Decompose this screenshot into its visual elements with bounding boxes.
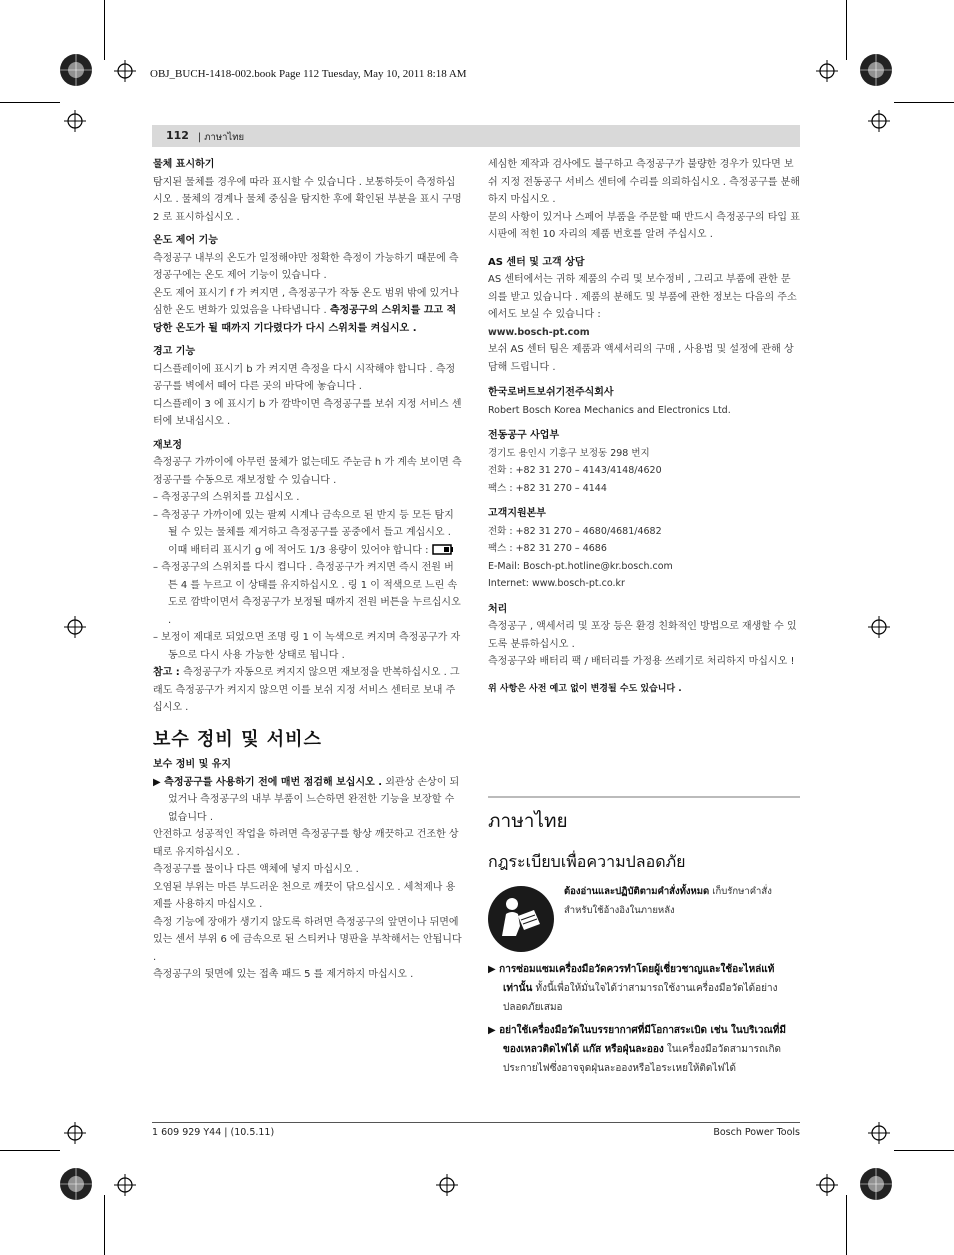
registration-mark-top-right <box>858 52 894 88</box>
paragraph <box>153 285 463 338</box>
list-item: – 측정공구의 스위치를 끄십시오 . <box>153 492 300 503</box>
company-name-english: Robert Bosch Korea Mechanics and Electronics Ltd. <box>488 404 731 416</box>
paragraph: 문의 사항이 있거나 스페어 부품을 주문할 때 반드시 측정공구의 타입 표시판에 적힌 10 자리의 제품 번호를 알려 주십시오 . <box>488 211 800 240</box>
list-item-continuation <box>153 542 463 560</box>
file-header: OBJ_BUCH-1418-002.book Page 112 Tuesday, May 10, 2011 8:18 AM <box>150 68 467 80</box>
section-title: 경고 기능 <box>153 346 196 357</box>
read-manual-icon <box>488 886 554 952</box>
text: ในเครื่องมือวัดสามารถเกิดประกายไฟซึ่งอาจจุดฝุ่นละอองหรือไอระเหยให้ติดไฟได้ <box>503 1044 782 1074</box>
section-title: AS 센터 및 고객 상담 <box>488 256 585 268</box>
crop-line <box>894 1150 954 1151</box>
section-title: 전동공구 사업부 <box>488 430 560 441</box>
paragraph: 오염된 부위는 마른 부드러운 천으로 깨끗이 닦으십시오 . 세척제나 용제를 사용하지 마십시오 . <box>153 881 456 910</box>
safety-item <box>488 960 800 1017</box>
footer-divider <box>152 1122 800 1123</box>
registration-mark-top-left <box>58 52 94 88</box>
paragraph: AS 센터에서는 귀하 제품의 수리 및 보수정비 , 그리고 부품에 관한 문의를 받고 있습니다 . 제품의 분해도 및 부품에 관한 정보는 다음의 주소에서도 보실 수 있습니다 : <box>488 274 797 320</box>
crosshair-mark-left-bottom <box>64 1122 86 1144</box>
header-language: | ภาษาไทย <box>198 132 245 143</box>
section-title: 온도 제어 기능 <box>153 235 218 246</box>
crosshair-mark-left-mid <box>64 616 86 638</box>
paragraph: 안전하고 성공적인 작업을 하려면 측정공구를 항상 깨끗하고 건조한 상태로 유지하십시오 . <box>153 829 459 858</box>
section-title: 고객지원본부 <box>488 508 546 519</box>
crop-line <box>846 0 847 60</box>
text: 이때 배터리 표시기 g 에 적어도 1/3 용량이 있어야 합니다 : <box>168 544 429 556</box>
bold-text: ต้องอ่านและปฏิบัติตามคำสั่งทั้งหมด <box>564 886 710 897</box>
crop-line <box>846 1195 847 1255</box>
paragraph: 측정공구 내부의 온도가 일정해야만 정확한 측정이 가능하기 때문에 측정공구에는 온도 제어 기능이 있습니다 . <box>153 252 459 281</box>
section-title: 보수 정비 및 유지 <box>153 759 232 770</box>
crosshair-mark-right-mid <box>868 616 890 638</box>
text: 온도 제어 표시기 f 가 켜지면 , 측정공구가 작동 온도 범위 밖에 있거나 심한 온도 변화가 있었음을 나타냅니다 . <box>153 287 459 316</box>
crosshair-mark-left-top <box>64 110 86 132</box>
safety-title: กฎระเบียบเพื่อความปลอดภัย <box>488 852 686 871</box>
list-item: – 측정공구의 스위치를 다시 켭니다 . 측정공구가 켜지면 즉시 전원 버튼 4 를 누르고 이 상태를 유지하십시오 . 링 1 이 적색으로 느린 속도로 깜박이면서 측정공구가 보정될 때까지 전원 버튼을 누르십시오 . <box>153 562 461 626</box>
list-item: – 보정이 제대로 되었으면 조명 링 1 이 녹색으로 켜지며 측정공구가 자동으로 다시 사용 가능한 상태로 됩니다 . <box>153 632 461 661</box>
section-divider <box>488 796 800 798</box>
paragraph: 측정 기능에 장애가 생기지 않도록 하려면 측정공구의 앞면이나 뒤면에 있는 센서 부위 6 에 금속으로 된 스티커나 명판을 부착해서는 안됩니다 . <box>153 916 462 963</box>
crop-line <box>104 0 105 60</box>
warning-item <box>153 774 463 827</box>
chapter-title: 보수 정비 및 서비스 <box>153 728 322 750</box>
registration-mark-bottom-right <box>858 1166 894 1202</box>
paragraph: 측정공구 가까이에 아무런 물체가 없는데도 주눈금 h 가 계속 보이면 측정공구를 수동으로 재보정할 수 있습니다 . <box>153 457 462 486</box>
crop-line <box>0 102 60 103</box>
crosshair-mark-right-bottom <box>868 1122 890 1144</box>
page-number: 112 <box>166 129 189 142</box>
crosshair-mark-bottom-1 <box>114 1174 136 1196</box>
paragraph: 측정공구 , 액세서리 및 포장 등은 환경 친화적인 방법으로 재생할 수 있도록 분류하십시오 . <box>488 621 797 650</box>
paragraph: 탐지된 물체를 경우에 따라 표시할 수 있습니다 . 보통하듯이 측정하십시오 . 물체의 경계나 물체 중심을 탐지한 후에 확인된 부분을 표시 구멍 2 로 표시하십시오 . <box>153 176 462 223</box>
crosshair-mark-right-top <box>868 110 890 132</box>
paragraph: 세심한 제작과 검사에도 불구하고 측정공구가 불량한 경우가 있다면 보쉬 지정 전동공구 서비스 센터에 수리를 의뢰하십시오 . 측정공구를 분해하지 마십시오 . <box>488 159 800 205</box>
text: 외관상 손상이 되었거나 측정공구의 내부 부품이 느슨하면 완전한 기능을 보장할 수 없습니다 . <box>168 776 460 823</box>
left-column <box>153 156 463 984</box>
footer-brand: Bosch Power Tools <box>713 1127 800 1138</box>
page-header <box>152 125 800 147</box>
email[interactable]: E-Mail: Bosch-pt.hotline@kr.bosch.com <box>488 560 673 572</box>
crosshair-mark-top-1 <box>114 60 136 82</box>
section-title: 처리 <box>488 603 508 615</box>
paragraph: 측정공구의 뒷면에 있는 접촉 패드 5 를 제거하지 마십시오 . <box>153 969 414 980</box>
website-link[interactable]: www.bosch-pt.com <box>488 326 590 338</box>
fax: 팩스 : +82 31 270 – 4686 <box>488 543 607 554</box>
safety-intro <box>564 882 800 920</box>
paragraph: 보쉬 AS 센터 팀은 제품과 액세서리의 구매 , 사용법 및 설정에 관해 상담해 드립니다 . <box>488 344 794 373</box>
paragraph: 측정공구를 물이나 다른 액체에 넣지 마십시오 . <box>153 864 359 875</box>
change-notice: 위 사항은 사전 예고 없이 변경될 수도 있습니다 . <box>488 683 682 694</box>
note <box>153 664 463 717</box>
section-title: 물체 표시하기 <box>153 159 215 170</box>
bold-text: ▶ 측정공구를 사용하기 전에 매번 점검해 보십시오 . <box>153 776 383 788</box>
website[interactable]: Internet: www.bosch-pt.co.kr <box>488 578 625 589</box>
paragraph: 디스플레이 3 에 표시기 b 가 깜박이면 측정공구를 보쉬 지정 서비스 센터에 보내십시오 . <box>153 398 462 427</box>
list-item: – 측정공구 가까이에 있는 팔찌 시계나 금속으로 된 반지 등 모든 탐지될 수 있는 물체를 제거하고 측정공구를 공중에서 들고 계십시오 . <box>153 509 454 538</box>
section-title: 재보정 <box>153 439 182 451</box>
footer-code: 1 609 929 Y44 | (10.5.11) <box>152 1127 275 1138</box>
note-label: 참고 : <box>153 667 180 678</box>
bold-text: 측정공구의 스위치를 끄고 적당한 온도가 될 때까지 기다렸다가 다시 스위치를 켜십시오 . <box>153 305 457 334</box>
phone: 전화 : +82 31 270 – 4680/4681/4682 <box>488 525 662 537</box>
read-manual-icon-graphic <box>488 886 554 952</box>
bold-text: ▶ การซ่อมแซมเครื่องมือวัดควรทำโดยผู้เชี่ยวชาญและใช้อะไหล่แท้เท่านั้น <box>488 964 775 994</box>
crosshair-mark-top-2 <box>816 60 838 82</box>
language-title: ภาษาไทย <box>488 810 568 832</box>
bold-text: ▶ อย่าใช้เครื่องมือวัดในบรรยากาศที่มีโอกาสระเบิด เช่น ในบริเวณที่มีของเหลวติดไฟได้ แก๊ส หรือฝุ่นละออง <box>488 1025 786 1055</box>
paragraph: 측정공구와 배터리 팩 / 배터리를 가정용 쓰레기로 처리하지 마십시오 ! <box>488 656 795 667</box>
battery-icon <box>432 544 454 555</box>
safety-item <box>488 1021 800 1078</box>
crosshair-mark-bottom-2 <box>436 1174 458 1196</box>
text: เก็บรักษาคำสั่งสำหรับใช้อ้างอิงในภายหลัง <box>564 886 772 916</box>
crop-line <box>0 1150 60 1151</box>
fax: 팩스 : +82 31 270 – 4144 <box>488 482 607 494</box>
registration-mark-bottom-left <box>58 1166 94 1202</box>
company-name-korean: 한국로버트보쉬기전주식회사 <box>488 387 614 398</box>
crop-line <box>894 102 954 103</box>
address: 경기도 용인시 기흥구 보정동 298 번지 <box>488 447 650 459</box>
crosshair-mark-bottom-3 <box>816 1174 838 1196</box>
text: ทั้งนี้เพื่อให้มั่นใจได้ว่าสามารถใช้งานเครื่องมือวัดได้อย่างปลอดภัยเสมอ <box>503 983 778 1013</box>
right-column <box>488 156 800 698</box>
paragraph: 디스플레이에 표시기 b 가 켜지면 측정을 다시 시작해야 합니다 . 측정공구를 벽에서 떼어 다른 곳의 바닥에 놓습니다 . <box>153 363 456 392</box>
note-text: 측정공구가 자동으로 켜지지 않으면 재보정을 반복하십시오 . 그래도 측정공구가 켜지지 않으면 이를 보쉬 지정 서비스 센터로 보내 주십시오 . <box>153 667 460 713</box>
phone: 전화 : +82 31 270 – 4143/4148/4620 <box>488 465 662 476</box>
safety-list <box>488 960 800 1082</box>
crop-line <box>104 1195 105 1255</box>
